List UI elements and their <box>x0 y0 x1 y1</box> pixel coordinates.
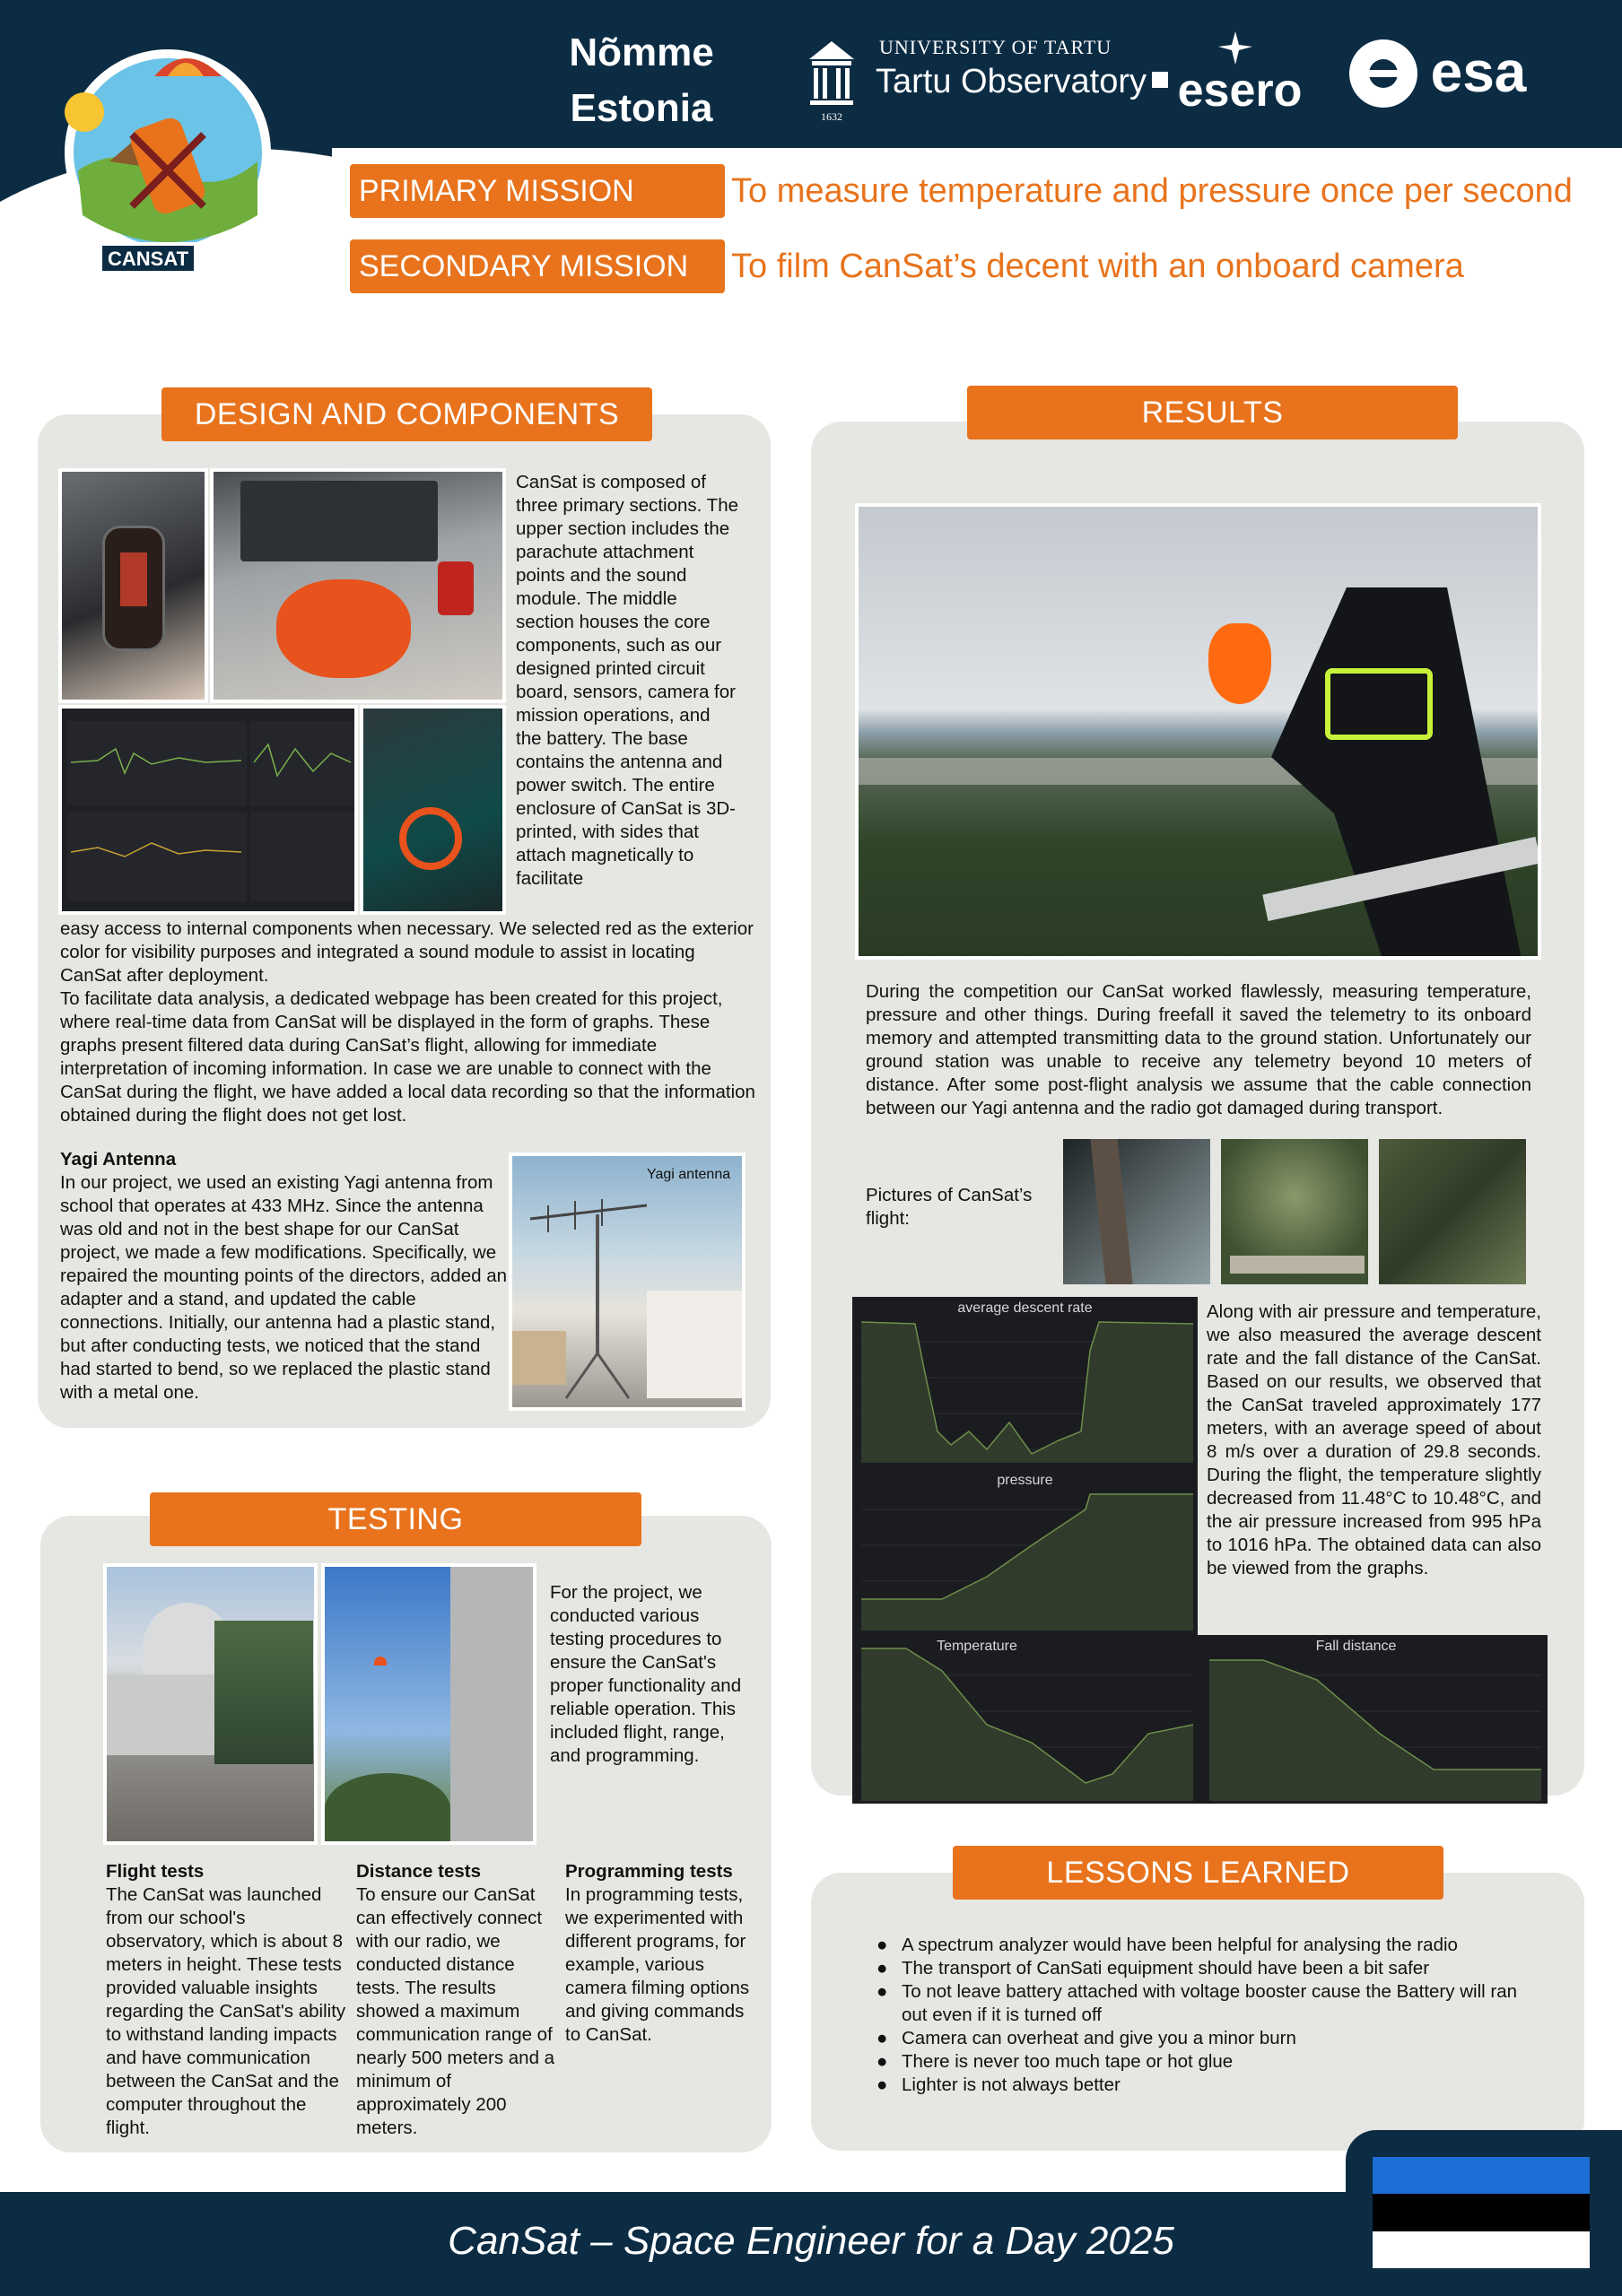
photo-flight-frame-2 <box>1217 1135 1372 1288</box>
university-name: UNIVERSITY OF TARTU <box>879 36 1112 58</box>
photo-cansat-electronics <box>58 468 208 703</box>
design-text-webpage: To facilitate data analysis, a dedicated webpage has been created for this project, where real-time data from CanSat will be displayed in the form of graphs. These graphs present filtered data during CanSat’s flight, allowing for immediate interpretation of incoming information. In case we are unable to connect with the CanSat during the flight, we have added a local data recording so that the information obtained during the flight does not get lost. <box>60 988 755 1126</box>
testing-intro: For the project, we conducted various testing procedures to ensure the CanSat's proper functionality and reliable operation. This included flight, range, and programming. <box>550 1582 742 1766</box>
yagi-photo-label: Yagi antenna <box>647 1167 731 1182</box>
esa-logo <box>1346 36 1534 117</box>
results-text-2: Along with air pressure and temperature, we also measured the average descent rate and the fall distance of the CanSat. Based on our results, we observed that the CanSat traveled approximately 177 meters, with an average speed of about 8 m/s over a duration of 29.8 seconds. During the flight, the temperature slightly decreased from 11.48°C to 10.48°C, and the air pressure increased from 995 hPa to 1016 hPa. The obtained data can also be viewed from the graphs. <box>1207 1301 1541 1578</box>
chart-temperature <box>852 1635 1200 1804</box>
yagi-heading: Yagi Antenna <box>60 1149 177 1170</box>
design-text-full: easy access to internal components when necessary. We selected red as the exterior color for visibility purposes and integrated a sound module to assist in locating CanSat after deployment. <box>60 918 754 986</box>
results-title: RESULTS <box>967 386 1458 439</box>
lesson-item: ● The transport of CanSati equipment should have been a bit safer <box>876 1958 1430 1979</box>
distance-tests-heading: Distance tests <box>356 1861 482 1882</box>
design-text-side: CanSat is composed of three primary sections. The upper section includes the parachute attachment points and the sound module. The middle section houses the core components, such as our designed printed circuit board, sensors, camera for mission operations, and the battery. The base contains the antenna and power switch. The entire enclosure of CanSat is 3D-printed, with sides that attach magnetically to facilitate <box>516 472 739 889</box>
photo-cansat-base <box>360 705 506 915</box>
svg-text:CANSAT: CANSAT <box>107 248 189 270</box>
lessons-list <box>876 1934 1530 2097</box>
design-title: DESIGN AND COMPONENTS <box>161 387 652 441</box>
team-name: Nõmme <box>569 30 714 74</box>
photo-flight-test <box>321 1563 536 1845</box>
results-text-1: During the competition our CanSat worked flawlessly, measuring temperature, pressure and other things. During freefall it saved the telemetry to its onboard memory and attempted transmitting data to the ground station. Unfortunately our ground station was unable to receive any telemetry beyond 10 meters of distance. After some post-flight analysis we assume that the cable connection between our Yagi antenna and the radio got damaged during transport. <box>866 981 1531 1118</box>
chart-pressure <box>852 1469 1198 1635</box>
flag-stripe-blue <box>1373 2157 1590 2194</box>
svg-text:esero: esero <box>1177 65 1303 117</box>
yagi-text: In our project, we used an existing Yagi antenna from school that operates at 433 MHz. Since the antenna was old and not in the best shape for our CanSat project, we made a few modifications. Specifically, we repaired the mounting points of the directors, added an adapter and a stand, and updated the cable connections. Initially, our antenna had a plastic stand, but after conducting tests, we noticed that the stand had started to bend, so we replaced the plastic stand with a metal one. <box>60 1172 508 1403</box>
team-country: Estonia <box>570 86 713 130</box>
testing-title: TESTING <box>150 1492 641 1546</box>
lessons-title: LESSONS LEARNED <box>953 1846 1443 1900</box>
primary-mission-text: To measure temperature and pressure once per second <box>731 172 1573 210</box>
primary-mission-label: PRIMARY MISSION <box>350 164 725 218</box>
svg-text:1632: 1632 <box>821 110 842 123</box>
lesson-item: ● A spectrum analyzer would have been helpful for analysing the radio <box>876 1935 1458 1955</box>
chart-pressure-title: pressure <box>997 1473 1053 1488</box>
chart-descent-rate <box>852 1297 1198 1469</box>
secondary-mission-text: To film CanSat’s decent with an onboard camera <box>731 248 1464 285</box>
photo-observatory <box>103 1563 318 1845</box>
chart-fall-title: Fall distance <box>1315 1639 1397 1654</box>
chart-descent-title: average descent rate <box>957 1300 1093 1316</box>
university-seal-icon <box>805 34 859 124</box>
pictures-label: Pictures of CanSat’s flight: <box>866 1185 1033 1229</box>
svg-text:esa: esa <box>1430 39 1527 104</box>
secondary-mission-label: SECONDARY MISSION <box>350 239 725 293</box>
lesson-item: ● To not leave battery attached with voltage booster cause the Battery will ran out even if it is turned off <box>876 1981 1517 2025</box>
flight-tests-text: The CanSat was launched from our school's observatory, which is about 8 meters in height. These tests provided valuable insights regarding the CanSat's ability to withstand landing impacts and have communication between the CanSat and the computer throughout the flight. <box>106 1884 346 2138</box>
flight-tests-heading: Flight tests <box>106 1861 205 1882</box>
cansat-logo <box>56 36 280 287</box>
team-location <box>502 25 780 136</box>
observatory-name: Tartu Observatory <box>876 63 1147 100</box>
chart-fall-distance <box>1200 1635 1548 1804</box>
footer-title: CanSat – Space Engineer for a Day 2025 <box>448 2219 1174 2263</box>
lesson-item: ● There is never too much tape or hot glue <box>876 2051 1234 2072</box>
distance-tests-text: To ensure our CanSat can effectively connect with our radio, we conducted distance tests. The results showed a maximum communication range of nearly 500 meters and a minimum of approximately 200 meters. <box>356 1884 555 2138</box>
photo-webpage-graphs <box>58 705 358 915</box>
photo-flight-frame-3 <box>1375 1135 1530 1288</box>
photo-cansat-parachute <box>210 468 506 703</box>
lesson-item: ● Camera can overheat and give you a minor burn <box>876 2028 1296 2048</box>
chart-temperature-title: Temperature <box>937 1639 1017 1654</box>
programming-tests-text: In programming tests, we experimented with different programs, for example, various camera filming options and giving commands to CanSat. <box>565 1884 750 2045</box>
esero-logo <box>1150 27 1321 126</box>
photo-yagi-antenna <box>509 1152 746 1411</box>
photo-flight-frame-1 <box>1060 1135 1214 1288</box>
photo-cansat-drop <box>855 503 1541 960</box>
programming-tests-heading: Programming tests <box>565 1861 733 1882</box>
lesson-item: ● Lighter is not always better <box>876 2074 1121 2095</box>
